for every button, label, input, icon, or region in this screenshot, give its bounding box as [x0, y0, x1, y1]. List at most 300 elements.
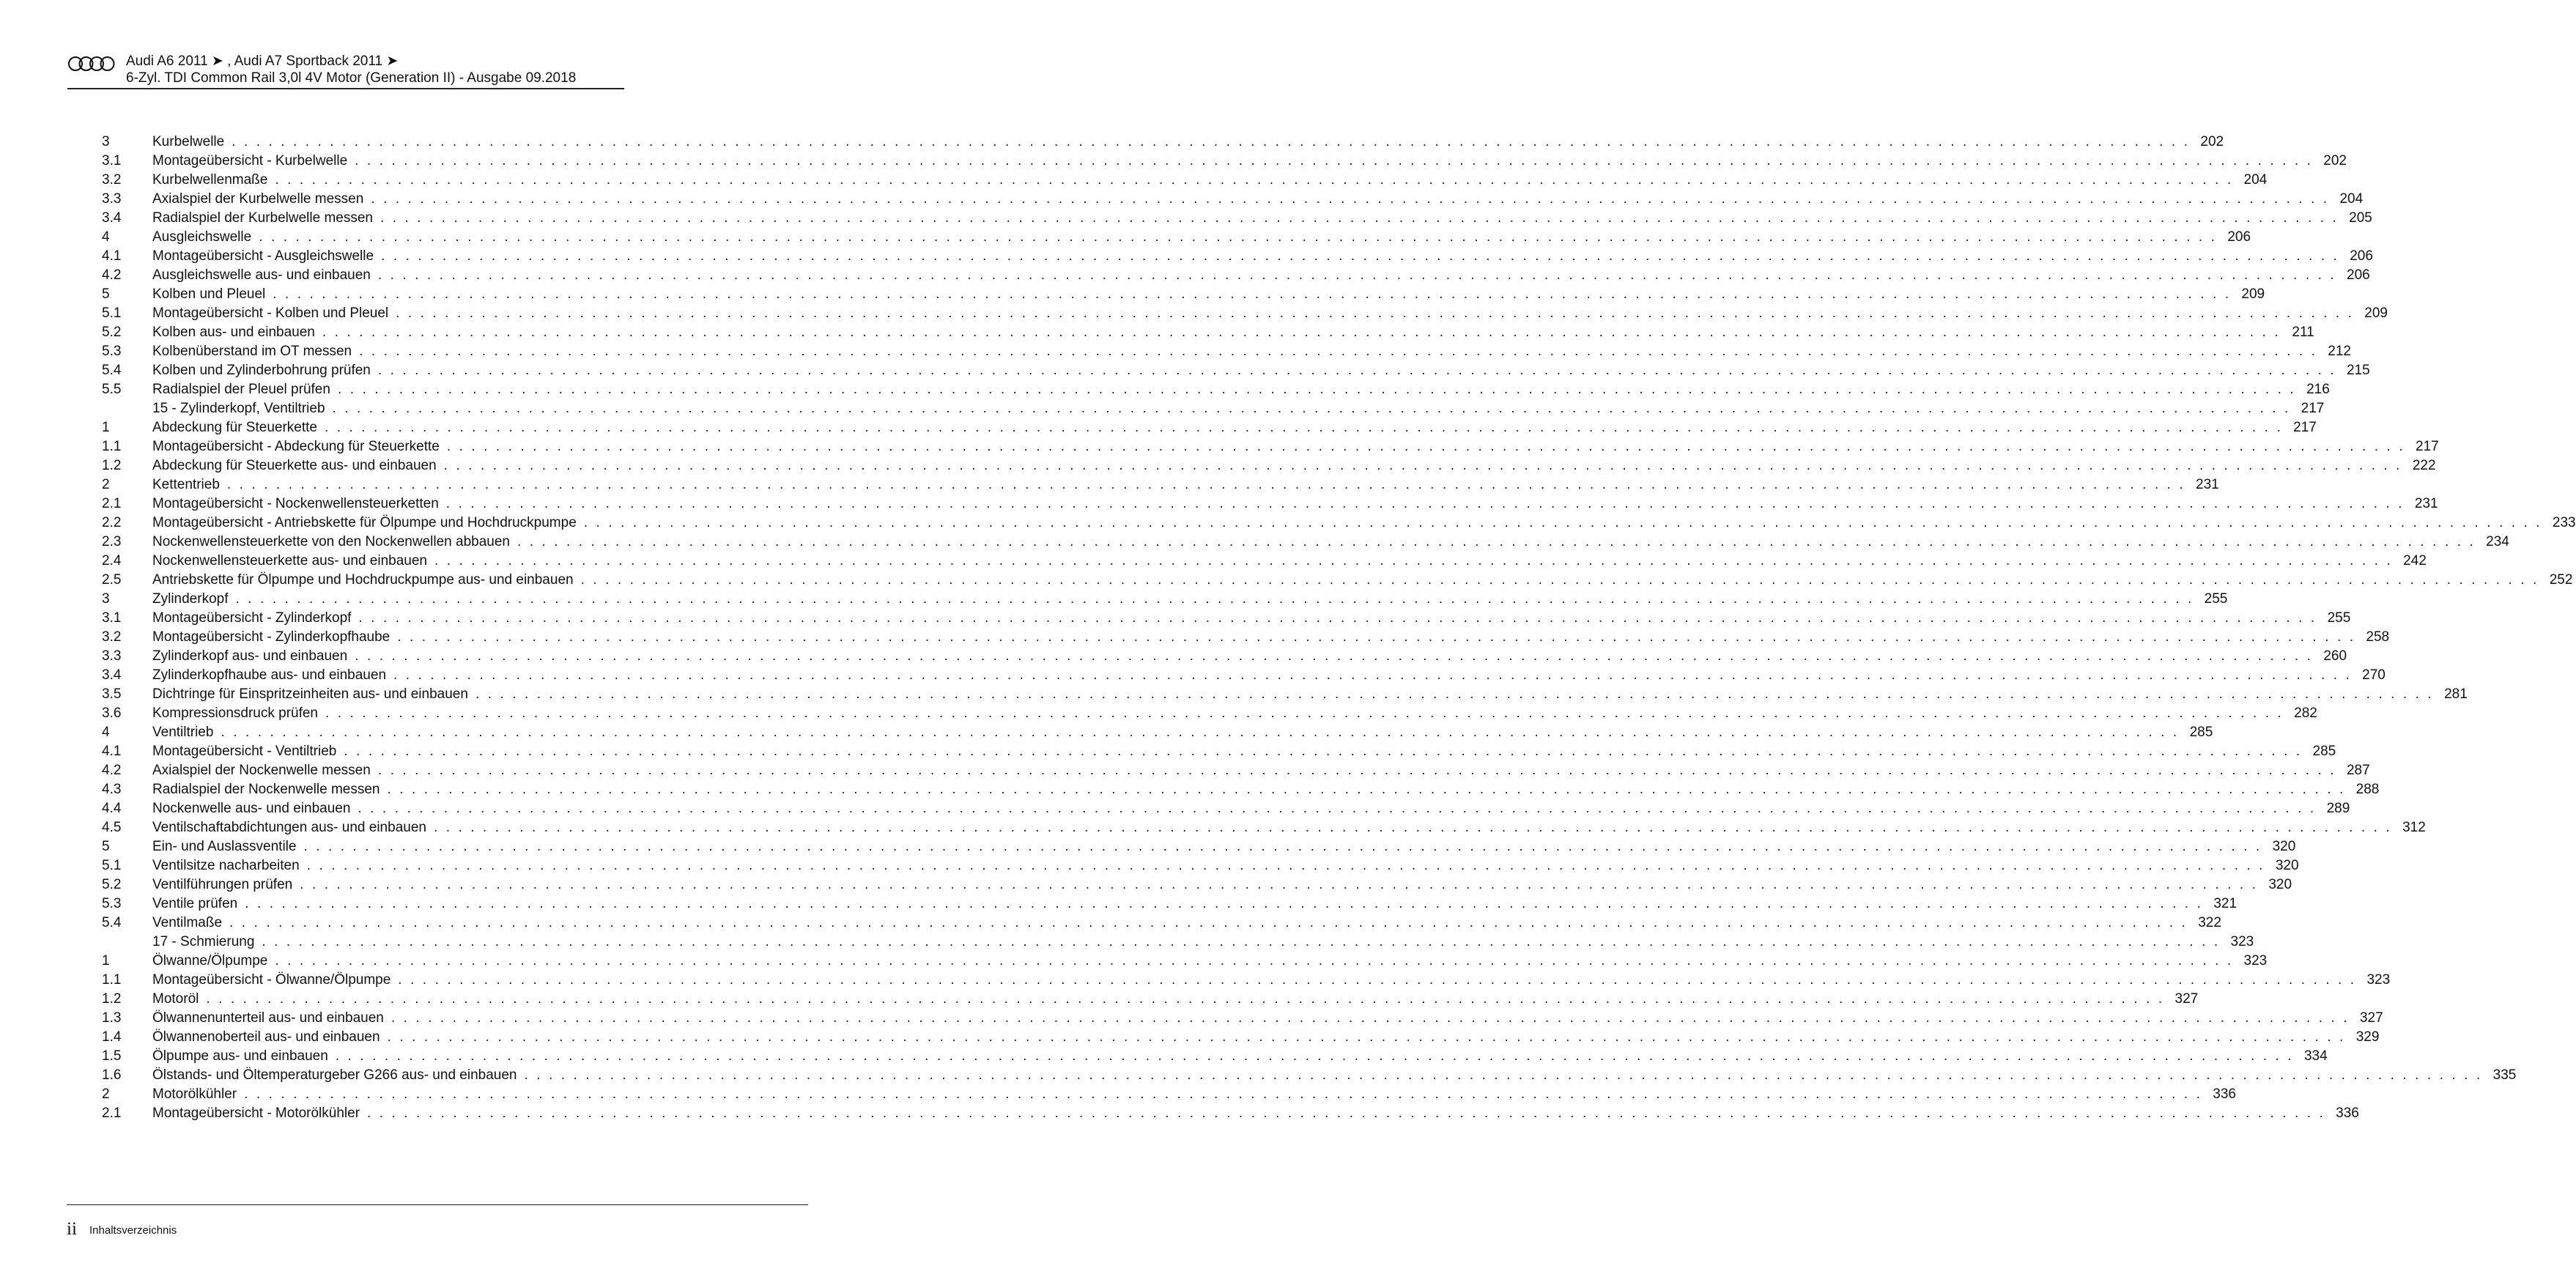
- dot-leader: . . . . . . . . . . . . . . . . . . . . . . . . . . . . . . . . . . . . . . . . . . . . . . . . . . . . . . . . . . . . . . . . . . . . . . . . . . . . . . . . . . . . . . . . . . . . . . . . . . . . . . . . . . . . . . . . . . . . . . . . . . . . . . . . . . . . . . . . . . . . . . . . . . . . . . . . . . . . . . . .: [446, 439, 2405, 454]
- dot-leader: . . . . . . . . . . . . . . . . . . . . . . . . . . . . . . . . . . . . . . . . . . . . . . . . . . . . . . . . . . . . . . . . . . . . . . . . . . . . . . . . . . . . . . . . . . . . . . . . . . . . . . . . . . . . . . . . . . . . . . . . . . . . . . . . . . . . . . . . . . . . . . . . . . . . . . . . . . . . . . . .: [275, 953, 2234, 969]
- dot-leader: . . . . . . . . . . . . . . . . . . . . . . . . . . . . . . . . . . . . . . . . . . . . . . . . . . . . . . . . . . . . . . . . . . . . . . . . . . . . . . . . . . . . . . . . . . . . . . . . . . . . . . . . . . . . . . . . . . . . . . . . . . . . . . . . . . . . . . . . . . . . . . . . . . . . . . . . . . . . . . . .: [273, 286, 2232, 302]
- toc-entry-number: 5.2: [102, 877, 122, 892]
- toc-entry-number: 4.5: [102, 820, 122, 835]
- toc-entry-page: 222: [2412, 458, 2436, 473]
- dot-leader: . . . . . . . . . . . . . . . . . . . . . . . . . . . . . . . . . . . . . . . . . . . . . . . . . . . . . . . . . . . . . . . . . . . . . . . . . . . . . . . . . . . . . . . . . . . . . . . . . . . . . . . . . . . . . . . . . . . . . . . . . . . . . . . . . . . . . . . . . . . . . . . . . . . . . . . . . . . . . . . .: [244, 1086, 2202, 1102]
- toc-entry-sub[interactable]: [67, 570, 2573, 589]
- dot-leader: . . . . . . . . . . . . . . . . . . . . . . . . . . . . . . . . . . . . . . . . . . . . . . . . . . . . . . . . . . . . . . . . . . . . . . . . . . . . . . . . . . . . . . . . . . . . . . . . . . . . . . . . . . . . . . . . . . . . . . . . . . . . . . . . . . . . . . . . . . . . . . . . . . . . . . . . . . . . . . . .: [306, 858, 2265, 873]
- dot-leader: . . . . . . . . . . . . . . . . . . . . . . . . . . . . . . . . . . . . . . . . . . . . . . . . . . . . . . . . . . . . . . . . . . . . . . . . . . . . . . . . . . . . . . . . . . . . . . . . . . . . . . . . . . . . . . . . . . . . . . . . . . . . . . . . . . . . . . . . . . . . . . . . . . . . . . . . . . . . . . . .: [359, 344, 2317, 359]
- toc-entry-label: [152, 477, 2219, 493]
- toc-entry-label: [152, 629, 2390, 645]
- dot-leader: . . . . . . . . . . . . . . . . . . . . . . . . . . . . . . . . . . . . . . . . . . . . . . . . . . . . . . . . . . . . . . . . . . . . . . . . . . . . . . . . . . . . . . . . . . . . . . . . . . . . . . . . . . . . . . . . . . . . . . . . . . . . . . . . . . . . . . . . . . . . . . . . . . . . . . . . . . . . . . . .: [232, 134, 2191, 149]
- toc-entry-label: [152, 267, 2370, 284]
- toc-entry-label: [152, 915, 2221, 931]
- toc-entry-label: [152, 648, 2347, 664]
- toc-entry-page: 322: [2198, 915, 2221, 930]
- toc-entry-number: 5.1: [102, 305, 122, 321]
- toc-entry-page: 288: [2355, 782, 2380, 797]
- toc-entry-label: [152, 1086, 2236, 1103]
- toc-entry-label: [152, 782, 2380, 798]
- toc-entry-sub[interactable]: [67, 1046, 2328, 1065]
- toc-entry-sub[interactable]: [67, 265, 2370, 284]
- dot-leader: . . . . . . . . . . . . . . . . . . . . . . . . . . . . . . . . . . . . . . . . . . . . . . . . . . . . . . . . . . . . . . . . . . . . . . . . . . . . . . . . . . . . . . . . . . . . . . . . . . . . . . . . . . . . . . . . . . . . . . . . . . . . . . . . . . . . . . . . . . . . . . . . . . . . . . . . . . . . . . . .: [475, 686, 2434, 702]
- dot-leader: . . . . . . . . . . . . . . . . . . . . . . . . . . . . . . . . . . . . . . . . . . . . . . . . . . . . . . . . . . . . . . . . . . . . . . . . . . . . . . . . . . . . . . . . . . . . . . . . . . . . . . . . . . . . . . . . . . . . . . . . . . . . . . . . . . . . . . . . . . . . . . . . . . . . . . . . . . . . . . . .: [580, 572, 2539, 588]
- toc-entry-label: [152, 1010, 2383, 1026]
- toc-entry-title: Montageübersicht - Motorölkühler: [152, 1106, 360, 1121]
- dot-leader: . . . . . . . . . . . . . . . . . . . . . . . . . . . . . . . . . . . . . . . . . . . . . . . . . . . . . . . . . . . . . . . . . . . . . . . . . . . . . . . . . . . . . . . . . . . . . . . . . . . . . . . . . . . . . . . . . . . . . . . . . . . . . . . . . . . . . . . . . . . . . . . . . . . . . . . . . . . . . . . .: [324, 420, 2283, 435]
- toc-entry-title: Motorölkühler: [152, 1086, 237, 1102]
- toc-entry-page: 285: [2189, 725, 2213, 740]
- dot-leader: . . . . . . . . . . . . . . . . . . . . . . . . . . . . . . . . . . . . . . . . . . . . . . . . . . . . . . . . . . . . . . . . . . . . . . . . . . . . . . . . . . . . . . . . . . . . . . . . . . . . . . . . . . . . . . . . . . . . . . . . . . . . . . . . . . . . . . . . . . . . . . . . . . . . . . . . . . . . . . . .: [332, 401, 2291, 416]
- toc-entry-label: [152, 439, 2439, 455]
- toc-entry-label: [152, 248, 2373, 264]
- toc-entry-title: 15 - Zylinderkopf, Ventiltrieb: [152, 401, 325, 416]
- toc-entry-number: 5.5: [102, 382, 122, 397]
- toc-entry-label: [152, 515, 2576, 531]
- dot-leader: . . . . . . . . . . . . . . . . . . . . . . . . . . . . . . . . . . . . . . . . . . . . . . . . . . . . . . . . . . . . . . . . . . . . . . . . . . . . . . . . . . . . . . . . . . . . . . . . . . . . . . . . . . . . . . . . . . . . . . . . . . . . . . . . . . . . . . . . . . . . . . . . . . . . . . . . . . . . . . . .: [371, 191, 2330, 207]
- dot-leader: . . . . . . . . . . . . . . . . . . . . . . . . . . . . . . . . . . . . . . . . . . . . . . . . . . . . . . . . . . . . . . . . . . . . . . . . . . . . . . . . . . . . . . . . . . . . . . . . . . . . . . . . . . . . . . . . . . . . . . . . . . . . . . . . . . . . . . . . . . . . . . . . . . . . . . . . . . . . . . . .: [344, 744, 2303, 759]
- toc-entry-title: Abdeckung für Steuerkette: [152, 420, 317, 435]
- toc-entry-number: 3.6: [102, 706, 122, 721]
- dot-leader: . . . . . . . . . . . . . . . . . . . . . . . . . . . . . . . . . . . . . . . . . . . . . . . . . . . . . . . . . . . . . . . . . . . . . . . . . . . . . . . . . . . . . . . . . . . . . . . . . . . . . . . . . . . . . . . . . . . . . . . . . . . . . . . . . . . . . . . . . . . . . . . . . . . . . . . . . . . . . . . .: [303, 839, 2262, 854]
- dot-leader: . . . . . . . . . . . . . . . . . . . . . . . . . . . . . . . . . . . . . . . . . . . . . . . . . . . . . . . . . . . . . . . . . . . . . . . . . . . . . . . . . . . . . . . . . . . . . . . . . . . . . . . . . . . . . . . . . . . . . . . . . . . . . . . . . . . . . . . . . . . . . . . . . . . . . . . . . . . . . . . .: [393, 667, 2352, 683]
- toc-entry-title: Montageübersicht - Ausgleichswelle: [152, 248, 374, 264]
- toc-entry-title: Axialspiel der Kurbelwelle messen: [152, 191, 364, 207]
- dot-leader: . . . . . . . . . . . . . . . . . . . . . . . . . . . . . . . . . . . . . . . . . . . . . . . . . . . . . . . . . . . . . . . . . . . . . . . . . . . . . . . . . . . . . . . . . . . . . . . . . . . . . . . . . . . . . . . . . . . . . . . . . . . . . . . . . . . . . . . . . . . . . . . . . . . . . . . . . . . . . . . .: [517, 534, 2476, 549]
- toc-entry-sub[interactable]: [67, 646, 2347, 665]
- toc-entry-title: Nockenwellensteuerkette von den Nockenwellen abbauen: [152, 534, 510, 549]
- toc-entry-sub[interactable]: [67, 665, 2386, 684]
- toc-entry-number: 3.2: [102, 172, 122, 188]
- toc-entry-label: [152, 763, 2370, 779]
- toc-entry-number: 3.1: [102, 153, 122, 169]
- toc-entry-label: [152, 1067, 2517, 1084]
- toc-entry-title: Kolben aus- und einbauen: [152, 325, 315, 340]
- toc-entry-page: 202: [2323, 153, 2347, 169]
- toc-entry-label: [152, 344, 2351, 360]
- toc-entry-label: [152, 725, 2213, 741]
- toc-entry-title: Montageübersicht - Ölwanne/Ölpumpe: [152, 972, 391, 988]
- toc-entry-sub[interactable]: [67, 989, 2199, 1008]
- toc-entry-title: Montageübersicht - Kurbelwelle: [152, 153, 348, 169]
- toc-entry-label: [152, 744, 2336, 760]
- toc-entry-title: Ausgleichswelle aus- und einbauen: [152, 267, 371, 283]
- dot-leader: . . . . . . . . . . . . . . . . . . . . . . . . . . . . . . . . . . . . . . . . . . . . . . . . . . . . . . . . . . . . . . . . . . . . . . . . . . . . . . . . . . . . . . . . . . . . . . . . . . . . . . . . . . . . . . . . . . . . . . . . . . . . . . . . . . . . . . . . . . . . . . . . . . . . . . . . . . . . . . . .: [206, 991, 2165, 1007]
- toc-entry-sub[interactable]: [67, 189, 2364, 208]
- toc-entry-title: Montageübersicht - Abdeckung für Steuerkette: [152, 439, 440, 454]
- toc-entry-page: 323: [2366, 972, 2391, 988]
- toc-entry-sub[interactable]: [67, 322, 2314, 341]
- toc-entry-page: 258: [2366, 629, 2390, 645]
- toc-entry-title: Zylinderkopf: [152, 591, 229, 607]
- toc-entry-number: 4.3: [102, 782, 122, 797]
- toc-entry-number: 2.3: [102, 534, 122, 549]
- toc-entry-title: Kurbelwellenmaße: [152, 172, 268, 188]
- toc-entry-page: 205: [2349, 210, 2372, 226]
- toc-entry-page: 212: [2328, 344, 2351, 359]
- toc-entry-number: 3.2: [102, 629, 122, 645]
- toc-entry-section[interactable]: [67, 837, 2296, 856]
- dot-leader: . . . . . . . . . . . . . . . . . . . . . . . . . . . . . . . . . . . . . . . . . . . . . . . . . . . . . . . . . . . . . . . . . . . . . . . . . . . . . . . . . . . . . . . . . . . . . . . . . . . . . . . . . . . . . . . . . . . . . . . . . . . . . . . . . . . . . . . . . . . . . . . . . . . . . . . . . . . . . . . .: [300, 877, 2259, 892]
- dot-leader: . . . . . . . . . . . . . . . . . . . . . . . . . . . . . . . . . . . . . . . . . . . . . . . . . . . . . . . . . . . . . . . . . . . . . . . . . . . . . . . . . . . . . . . . . . . . . . . . . . . . . . . . . . . . . . . . . . . . . . . . . . . . . . . . . . . . . . . . . . . . . . . . . . . . . . . . . . . . . . . .: [325, 706, 2284, 721]
- toc-entry-number: 5.4: [102, 915, 122, 930]
- toc-entry-label: [152, 686, 2468, 703]
- dot-leader: . . . . . . . . . . . . . . . . . . . . . . . . . . . . . . . . . . . . . . . . . . . . . . . . . . . . . . . . . . . . . . . . . . . . . . . . . . . . . . . . . . . . . . . . . . . . . . . . . . . . . . . . . . . . . . . . . . . . . . . . . . . . . . . . . . . . . . . . . . . . . . . . . . . . . . . . . . . . . . . .: [259, 229, 2218, 245]
- dot-leader: . . . . . . . . . . . . . . . . . . . . . . . . . . . . . . . . . . . . . . . . . . . . . . . . . . . . . . . . . . . . . . . . . . . . . . . . . . . . . . . . . . . . . . . . . . . . . . . . . . . . . . . . . . . . . . . . . . . . . . . . . . . . . . . . . . . . . . . . . . . . . . . . . . . . . . . . . . . . . . . .: [221, 725, 2180, 740]
- toc-entry-section[interactable]: [67, 722, 2213, 741]
- toc-entry-sub[interactable]: [67, 513, 2576, 532]
- toc-entry-label: [152, 191, 2364, 207]
- toc-entry-title: Ölwanne/Ölpumpe: [152, 953, 268, 969]
- toc-entry-title: Montageübersicht - Zylinderkopf: [152, 610, 352, 626]
- toc-entry-title: Nockenwellensteuerkette aus- und einbauen: [152, 553, 427, 569]
- toc-entry-sub[interactable]: [67, 437, 2439, 456]
- toc-entry-sub[interactable]: [67, 360, 2370, 379]
- toc-entry-page: 320: [2268, 877, 2292, 892]
- dot-leader: . . . . . . . . . . . . . . . . . . . . . . . . . . . . . . . . . . . . . . . . . . . . . . . . . . . . . . . . . . . . . . . . . . . . . . . . . . . . . . . . . . . . . . . . . . . . . . . . . . . . . . . . . . . . . . . . . . . . . . . . . . . . . . . . . . . . . . . . . . . . . . . . . . . . . . . . . . . . . . . .: [391, 1010, 2350, 1026]
- toc-entry-number: 5.4: [102, 363, 122, 378]
- dot-leader: . . . . . . . . . . . . . . . . . . . . . . . . . . . . . . . . . . . . . . . . . . . . . . . . . . . . . . . . . . . . . . . . . . . . . . . . . . . . . . . . . . . . . . . . . . . . . . . . . . . . . . . . . . . . . . . . . . . . . . . . . . . . . . . . . . . . . . . . . . . . . . . . . . . . . . . . . . . . . . . .: [245, 896, 2204, 911]
- toc-entry-number: 3.5: [102, 686, 122, 702]
- toc-entry-page: 270: [2362, 667, 2386, 683]
- toc-entry-page: 215: [2347, 363, 2370, 378]
- dot-leader: . . . . . . . . . . . . . . . . . . . . . . . . . . . . . . . . . . . . . . . . . . . . . . . . . . . . . . . . . . . . . . . . . . . . . . . . . . . . . . . . . . . . . . . . . . . . . . . . . . . . . . . . . . . . . . . . . . . . . . . . . . . . . . . . . . . . . . . . . . . . . . . . . . . . . . . . . . . . . . . .: [398, 972, 2357, 988]
- toc-entry-page: 255: [2204, 591, 2228, 607]
- toc-entry-number: 2.1: [102, 496, 122, 511]
- toc-entry-title: Radialspiel der Pleuel prüfen: [152, 382, 330, 397]
- dot-leader: . . . . . . . . . . . . . . . . . . . . . . . . . . . . . . . . . . . . . . . . . . . . . . . . . . . . . . . . . . . . . . . . . . . . . . . . . . . . . . . . . . . . . . . . . . . . . . . . . . . . . . . . . . . . . . . . . . . . . . . . . . . . . . . . . . . . . . . . . . . . . . . . . . . . . . . . . . . . . . . .: [387, 782, 2346, 797]
- toc-entry-page: 312: [2402, 820, 2426, 835]
- toc-entry-label: [152, 553, 2427, 569]
- toc-entry-number: 5.3: [102, 344, 122, 359]
- toc-entry-sub[interactable]: [67, 894, 2238, 913]
- toc-entry-title: Montageübersicht - Kolben und Pleuel: [152, 305, 389, 321]
- toc-entry-sub[interactable]: [67, 208, 2372, 227]
- toc-entry-sub[interactable]: [67, 532, 2509, 551]
- toc-entry-number: 2.5: [102, 572, 122, 588]
- toc-entry-page: 206: [2350, 248, 2373, 264]
- toc-entry-sub[interactable]: [67, 703, 2317, 722]
- toc-entry-label: [152, 305, 2388, 322]
- toc-entry-title: Kompressionsdruck prüfen: [152, 706, 318, 721]
- toc-entry-sub[interactable]: [67, 456, 2436, 475]
- toc-entry-page: 204: [2243, 172, 2268, 188]
- toc-entry-page: 204: [2339, 191, 2364, 207]
- toc-entry-number: 4.1: [102, 248, 122, 264]
- toc-entry-label: [152, 496, 2438, 512]
- toc-entry-number: 4: [102, 229, 110, 245]
- toc-entry-page: 321: [2213, 896, 2238, 911]
- dot-leader: . . . . . . . . . . . . . . . . . . . . . . . . . . . . . . . . . . . . . . . . . . . . . . . . . . . . . . . . . . . . . . . . . . . . . . . . . . . . . . . . . . . . . . . . . . . . . . . . . . . . . . . . . . . . . . . . . . . . . . . . . . . . . . . . . . . . . . . . . . . . . . . . . . . . . . . . . . . . . . . .: [445, 496, 2405, 511]
- toc-entry-sub[interactable]: [67, 1103, 2359, 1122]
- toc-entry-page: 209: [2364, 305, 2388, 321]
- header-engine-line: 6-Zyl. TDI Common Rail 3,0l 4V Motor (Generation II) - Ausgabe 09.2018: [126, 70, 577, 86]
- toc-entry-section[interactable]: [67, 1084, 2236, 1103]
- toc-entry-title: Kurbelwelle: [152, 134, 225, 149]
- toc-entry-section[interactable]: [67, 284, 2265, 303]
- toc-entry-number: 3.1: [102, 610, 122, 626]
- toc-entry-page: 323: [2230, 934, 2254, 949]
- dot-leader: . . . . . . . . . . . . . . . . . . . . . . . . . . . . . . . . . . . . . . . . . . . . . . . . . . . . . . . . . . . . . . . . . . . . . . . . . . . . . . . . . . . . . . . . . . . . . . . . . . . . . . . . . . . . . . . . . . . . . . . . . . . . . . . . . . . . . . . . . . . . . . . . . . . . . . . . . . . . . . . .: [397, 629, 2356, 645]
- toc-entry-number: 1.1: [102, 439, 122, 454]
- toc-entry-sub[interactable]: [67, 151, 2347, 170]
- toc-entry-page: 217: [2293, 420, 2317, 435]
- toc-entry-number: 5: [102, 286, 110, 302]
- toc-entry-page: 242: [2403, 553, 2427, 569]
- toc-entry-sub[interactable]: [67, 551, 2427, 570]
- toc-entry-label: [152, 1029, 2380, 1045]
- toc-entry-section[interactable]: [67, 227, 2251, 246]
- toc-entry-page: 252: [2549, 572, 2573, 588]
- toc-entry-title: Kolben und Zylinderbohrung prüfen: [152, 363, 371, 378]
- toc-entry-label: [152, 877, 2292, 893]
- toc-entry-sub[interactable]: [67, 970, 2391, 989]
- dot-leader: . . . . . . . . . . . . . . . . . . . . . . . . . . . . . . . . . . . . . . . . . . . . . . . . . . . . . . . . . . . . . . . . . . . . . . . . . . . . . . . . . . . . . . . . . . . . . . . . . . . . . . . . . . . . . . . . . . . . . . . . . . . . . . . . . . . . . . . . . . . . . . . . . . . . . . . . . . . . . . . .: [377, 363, 2336, 378]
- toc-entry-title: Montageübersicht - Zylinderkopfhaube: [152, 629, 391, 645]
- toc-entry-number: 3: [102, 591, 110, 607]
- toc-entry-label: [152, 286, 2265, 303]
- toc-entry-label: [152, 458, 2436, 474]
- toc-entry-title: Montageübersicht - Nockenwellensteuerketten: [152, 496, 439, 511]
- toc-entry-title: Ausgleichswelle: [152, 229, 252, 245]
- dot-leader: . . . . . . . . . . . . . . . . . . . . . . . . . . . . . . . . . . . . . . . . . . . . . . . . . . . . . . . . . . . . . . . . . . . . . . . . . . . . . . . . . . . . . . . . . . . . . . . . . . . . . . . . . . . . . . . . . . . . . . . . . . . . . . . . . . . . . . . . . . . . . . . . . . . . . . . . . . . . . . . .: [322, 325, 2281, 340]
- toc-entry-title: Ventiltrieb: [152, 725, 214, 740]
- toc-entry-title: Ventile prüfen: [152, 896, 238, 911]
- toc-entry-number: 2.1: [102, 1106, 122, 1121]
- toc-entry-page: 323: [2243, 953, 2268, 969]
- toc-entry-number: 4.2: [102, 763, 122, 778]
- toc-entry-page: 282: [2294, 706, 2317, 721]
- toc-entry-page: 211: [2292, 325, 2314, 340]
- toc-entry-number: 4: [102, 725, 110, 740]
- toc-entry-section[interactable]: [67, 475, 2219, 494]
- toc-entry-sub[interactable]: [67, 875, 2292, 894]
- toc-entry-sub[interactable]: [67, 1008, 2383, 1027]
- toc-entry-number: 5.1: [102, 858, 122, 873]
- toc-entry-chapter[interactable]: [67, 932, 2254, 951]
- toc-entry-title: Radialspiel der Nockenwelle messen: [152, 782, 380, 797]
- toc-entry-title: Abdeckung für Steuerkette aus- und einbauen: [152, 458, 437, 473]
- dot-leader: . . . . . . . . . . . . . . . . . . . . . . . . . . . . . . . . . . . . . . . . . . . . . . . . . . . . . . . . . . . . . . . . . . . . . . . . . . . . . . . . . . . . . . . . . . . . . . . . . . . . . . . . . . . . . . . . . . . . . . . . . . . . . . . . . . . . . . . . . . . . . . . . . . . . . . . . . . . . . . . .: [380, 210, 2339, 226]
- toc-entry-sub[interactable]: [67, 303, 2388, 322]
- toc-entry-title: Ventilsitze nacharbeiten: [152, 858, 300, 873]
- toc-entry-label: [152, 172, 2268, 188]
- toc-entry-page: 289: [2326, 801, 2350, 816]
- toc-entry-label: [152, 134, 2224, 150]
- dot-leader: . . . . . . . . . . . . . . . . . . . . . . . . . . . . . . . . . . . . . . . . . . . . . . . . . . . . . . . . . . . . . . . . . . . . . . . . . . . . . . . . . . . . . . . . . . . . . . . . . . . . . . . . . . . . . . . . . . . . . . . . . . . . . . . . . . . . . . . . . . . . . . . . . . . . . . . . . . . . . . . .: [275, 172, 2234, 188]
- toc-entry-number: 5.2: [102, 325, 122, 340]
- toc-entry-label: [152, 858, 2299, 874]
- toc-entry-title: Ölstands- und Öltemperaturgeber G266 aus- und einbauen: [152, 1067, 517, 1083]
- toc-entry-page: 327: [2175, 991, 2199, 1007]
- toc-entry-number: 1.4: [102, 1029, 122, 1045]
- toc-entry-page: 202: [2200, 134, 2224, 149]
- toc-entry-sub[interactable]: [67, 1027, 2380, 1046]
- toc-entry-title: Ventilführungen prüfen: [152, 877, 293, 892]
- header-vehicle-line: Audi A6 2011 ➤ , Audi A7 Sportback 2011 ➤: [126, 53, 399, 69]
- toc-entry-sub[interactable]: [67, 779, 2380, 799]
- dot-leader: . . . . . . . . . . . . . . . . . . . . . . . . . . . . . . . . . . . . . . . . . . . . . . . . . . . . . . . . . . . . . . . . . . . . . . . . . . . . . . . . . . . . . . . . . . . . . . . . . . . . . . . . . . . . . . . . . . . . . . . . . . . . . . . . . . . . . . . . . . . . . . . . . . . . . . . . . . . . . . . .: [335, 1048, 2294, 1064]
- toc-entry-label: [152, 363, 2370, 379]
- toc-entry-label: [152, 667, 2386, 684]
- toc-entry-label: [152, 934, 2254, 950]
- toc-entry-number: 1.5: [102, 1048, 122, 1064]
- toc-entry-title: Zylinderkopf aus- und einbauen: [152, 648, 348, 664]
- toc-entry-title: Ventilmaße: [152, 915, 223, 930]
- dot-leader: . . . . . . . . . . . . . . . . . . . . . . . . . . . . . . . . . . . . . . . . . . . . . . . . . . . . . . . . . . . . . . . . . . . . . . . . . . . . . . . . . . . . . . . . . . . . . . . . . . . . . . . . . . . . . . . . . . . . . . . . . . . . . . . . . . . . . . . . . . . . . . . . . . . . . . . . . . . . . . . .: [433, 820, 2392, 835]
- toc-entry-section[interactable]: [67, 589, 2228, 608]
- header-divider: [67, 88, 624, 89]
- dot-leader: . . . . . . . . . . . . . . . . . . . . . . . . . . . . . . . . . . . . . . . . . . . . . . . . . . . . . . . . . . . . . . . . . . . . . . . . . . . . . . . . . . . . . . . . . . . . . . . . . . . . . . . . . . . . . . . . . . . . . . . . . . . . . . . . . . . . . . . . . . . . . . . . . . . . . . . . . . . . . . . .: [358, 801, 2317, 816]
- toc-entry-sub[interactable]: [67, 913, 2221, 932]
- toc-entry-title: Ölwannenunterteil aus- und einbauen: [152, 1010, 384, 1026]
- toc-entry-label: [152, 210, 2372, 226]
- toc-entry-label: [152, 572, 2573, 588]
- toc-entry-sub[interactable]: [67, 799, 2350, 818]
- toc-entry-label: [152, 1106, 2359, 1122]
- toc-entry-title: Ein- und Auslassventile: [152, 839, 297, 854]
- dot-leader: . . . . . . . . . . . . . . . . . . . . . . . . . . . . . . . . . . . . . . . . . . . . . . . . . . . . . . . . . . . . . . . . . . . . . . . . . . . . . . . . . . . . . . . . . . . . . . . . . . . . . . . . . . . . . . . . . . . . . . . . . . . . . . . . . . . . . . . . . . . . . . . . . . . . . . . . . . . . . . . .: [381, 248, 2339, 264]
- toc-entry-label: [152, 953, 2268, 969]
- toc-entry-title: Dichtringe für Einspritzeinheiten aus- und einbauen: [152, 686, 468, 702]
- dot-leader: . . . . . . . . . . . . . . . . . . . . . . . . . . . . . . . . . . . . . . . . . . . . . . . . . . . . . . . . . . . . . . . . . . . . . . . . . . . . . . . . . . . . . . . . . . . . . . . . . . . . . . . . . . . . . . . . . . . . . . . . . . . . . . . . . . . . . . . . . . . . . . . . . . . . . . . . . . . . . . . .: [226, 477, 2185, 492]
- toc-entry-number: 1.3: [102, 1010, 122, 1026]
- toc-entry-sub[interactable]: [67, 741, 2336, 760]
- dot-leader: . . . . . . . . . . . . . . . . . . . . . . . . . . . . . . . . . . . . . . . . . . . . . . . . . . . . . . . . . . . . . . . . . . . . . . . . . . . . . . . . . . . . . . . . . . . . . . . . . . . . . . . . . . . . . . . . . . . . . . . . . . . . . . . . . . . . . . . . . . . . . . . . . . . . . . . . . . . . . . . .: [387, 1029, 2346, 1045]
- toc-entry-page: 234: [2486, 534, 2509, 549]
- toc-entry-page: 231: [2196, 477, 2219, 492]
- toc-entry-label: [152, 706, 2317, 722]
- toc-entry-number: 1.2: [102, 991, 122, 1007]
- toc-entry-title: 17 - Schmierung: [152, 934, 255, 949]
- toc-entry-sub[interactable]: [67, 379, 2330, 399]
- footer-divider: [67, 1204, 808, 1205]
- dot-leader: . . . . . . . . . . . . . . . . . . . . . . . . . . . . . . . . . . . . . . . . . . . . . . . . . . . . . . . . . . . . . . . . . . . . . . . . . . . . . . . . . . . . . . . . . . . . . . . . . . . . . . . . . . . . . . . . . . . . . . . . . . . . . . . . . . . . . . . . . . . . . . . . . . . . . . . . . . . . . . . .: [524, 1067, 2483, 1083]
- toc-entry-page: 335: [2492, 1067, 2517, 1083]
- toc-entry-number: 3.3: [102, 648, 122, 664]
- dot-leader: . . . . . . . . . . . . . . . . . . . . . . . . . . . . . . . . . . . . . . . . . . . . . . . . . . . . . . . . . . . . . . . . . . . . . . . . . . . . . . . . . . . . . . . . . . . . . . . . . . . . . . . . . . . . . . . . . . . . . . . . . . . . . . . . . . . . . . . . . . . . . . . . . . . . . . . . . . . . . . . .: [583, 515, 2542, 530]
- toc-entry-label: [152, 839, 2296, 855]
- toc-entry-sub[interactable]: [67, 341, 2351, 360]
- audi-rings-icon: [67, 56, 116, 72]
- toc-entry-title: Montageübersicht - Ventiltrieb: [152, 744, 337, 759]
- toc-entry-number: 5: [102, 839, 110, 854]
- toc-entry-number: 4.2: [102, 267, 122, 283]
- toc-entry-label: [152, 1048, 2328, 1064]
- toc-entry-title: Axialspiel der Nockenwelle messen: [152, 763, 371, 778]
- footer-title: Inhaltsverzeichnis: [89, 1224, 177, 1237]
- toc-entry-number: 4.1: [102, 744, 122, 759]
- toc-entry-number: 5.3: [102, 896, 122, 911]
- toc-entry-number: 3.3: [102, 191, 122, 207]
- toc-entry-chapter[interactable]: [67, 399, 2325, 418]
- toc-entry-title: Kolbenüberstand im OT messen: [152, 344, 352, 359]
- toc-entry-page: 217: [2416, 439, 2439, 454]
- toc-entry-page: 206: [2227, 229, 2251, 245]
- toc-entry-title: Ölpumpe aus- und einbauen: [152, 1048, 328, 1064]
- toc-entry-label: [152, 229, 2251, 245]
- toc-entry-title: Nockenwelle aus- und einbauen: [152, 801, 351, 816]
- toc-entry-title: Ölwannenoberteil aus- und einbauen: [152, 1029, 380, 1045]
- toc-entry-title: Montageübersicht - Antriebskette für Ölpumpe und Hochdruckpumpe: [152, 515, 577, 530]
- dot-leader: . . . . . . . . . . . . . . . . . . . . . . . . . . . . . . . . . . . . . . . . . . . . . . . . . . . . . . . . . . . . . . . . . . . . . . . . . . . . . . . . . . . . . . . . . . . . . . . . . . . . . . . . . . . . . . . . . . . . . . . . . . . . . . . . . . . . . . . . . . . . . . . . . . . . . . . . . . . . . . . .: [337, 382, 2296, 397]
- toc-entry-sub[interactable]: [67, 494, 2438, 513]
- toc-entry-section[interactable]: [67, 418, 2317, 437]
- toc-entry-sub[interactable]: [67, 856, 2299, 875]
- toc-entry-page: 285: [2312, 744, 2336, 759]
- toc-entry-sub[interactable]: [67, 684, 2468, 703]
- toc-entry-label: [152, 896, 2238, 912]
- toc-entry-number: 2: [102, 1086, 110, 1102]
- toc-entry-number: 2.2: [102, 515, 122, 530]
- toc-entry-page: 233: [2552, 515, 2576, 530]
- toc-entry-sub[interactable]: [67, 170, 2268, 189]
- toc-entry-page: 320: [2275, 858, 2299, 873]
- dot-leader: . . . . . . . . . . . . . . . . . . . . . . . . . . . . . . . . . . . . . . . . . . . . . . . . . . . . . . . . . . . . . . . . . . . . . . . . . . . . . . . . . . . . . . . . . . . . . . . . . . . . . . . . . . . . . . . . . . . . . . . . . . . . . . . . . . . . . . . . . . . . . . . . . . . . . . . . . . . . . . . .: [358, 610, 2317, 626]
- toc-entry-label: [152, 420, 2317, 436]
- footer-page-number: ii: [67, 1219, 77, 1239]
- toc-entry-section[interactable]: [67, 132, 2224, 151]
- toc-entry-label: [152, 591, 2228, 607]
- toc-entry-label: [152, 325, 2314, 341]
- toc-entry-section[interactable]: [67, 951, 2268, 970]
- toc-entry-title: Antriebskette für Ölpumpe und Hochdruckpumpe aus- und einbauen: [152, 572, 574, 588]
- toc-entry-page: 329: [2355, 1029, 2380, 1045]
- toc-entry-number: 1.2: [102, 458, 122, 473]
- table-of-contents: [67, 132, 2576, 1122]
- toc-entry-label: [152, 401, 2325, 417]
- toc-entry-sub[interactable]: [67, 627, 2390, 646]
- dot-leader: . . . . . . . . . . . . . . . . . . . . . . . . . . . . . . . . . . . . . . . . . . . . . . . . . . . . . . . . . . . . . . . . . . . . . . . . . . . . . . . . . . . . . . . . . . . . . . . . . . . . . . . . . . . . . . . . . . . . . . . . . . . . . . . . . . . . . . . . . . . . . . . . . . . . . . . . . . . . . . . .: [443, 458, 2402, 473]
- toc-entry-page: 260: [2323, 648, 2347, 664]
- dot-leader: . . . . . . . . . . . . . . . . . . . . . . . . . . . . . . . . . . . . . . . . . . . . . . . . . . . . . . . . . . . . . . . . . . . . . . . . . . . . . . . . . . . . . . . . . . . . . . . . . . . . . . . . . . . . . . . . . . . . . . . . . . . . . . . . . . . . . . . . . . . . . . . . . . . . . . . . . . . . . . . .: [367, 1106, 2325, 1121]
- toc-entry-number: 3: [102, 134, 110, 149]
- toc-entry-number: 3.4: [102, 667, 122, 683]
- toc-entry-sub[interactable]: [67, 1065, 2517, 1084]
- toc-entry-page: 255: [2327, 610, 2351, 626]
- toc-entry-page: 320: [2272, 839, 2296, 854]
- dot-leader: . . . . . . . . . . . . . . . . . . . . . . . . . . . . . . . . . . . . . . . . . . . . . . . . . . . . . . . . . . . . . . . . . . . . . . . . . . . . . . . . . . . . . . . . . . . . . . . . . . . . . . . . . . . . . . . . . . . . . . . . . . . . . . . . . . . . . . . . . . . . . . . . . . . . . . . . . . . . . . . .: [355, 153, 2313, 169]
- toc-entry-title: Kettentrieb: [152, 477, 220, 492]
- toc-entry-page: 336: [2336, 1106, 2359, 1121]
- toc-entry-label: [152, 972, 2391, 988]
- toc-entry-sub[interactable]: [67, 760, 2370, 779]
- dot-leader: . . . . . . . . . . . . . . . . . . . . . . . . . . . . . . . . . . . . . . . . . . . . . . . . . . . . . . . . . . . . . . . . . . . . . . . . . . . . . . . . . . . . . . . . . . . . . . . . . . . . . . . . . . . . . . . . . . . . . . . . . . . . . . . . . . . . . . . . . . . . . . . . . . . . . . . . . . . . . . . .: [235, 591, 2194, 607]
- toc-entry-page: 281: [2444, 686, 2468, 702]
- dot-leader: . . . . . . . . . . . . . . . . . . . . . . . . . . . . . . . . . . . . . . . . . . . . . . . . . . . . . . . . . . . . . . . . . . . . . . . . . . . . . . . . . . . . . . . . . . . . . . . . . . . . . . . . . . . . . . . . . . . . . . . . . . . . . . . . . . . . . . . . . . . . . . . . . . . . . . . . . . . . . . . .: [434, 553, 2393, 569]
- toc-entry-number: 1: [102, 420, 110, 435]
- toc-entry-number: 1.6: [102, 1067, 122, 1083]
- toc-entry-number: 2.4: [102, 553, 122, 569]
- toc-entry-sub[interactable]: [67, 818, 2426, 837]
- toc-entry-title: Zylinderkopfhaube aus- und einbauen: [152, 667, 387, 683]
- toc-entry-title: Radialspiel der Kurbelwelle messen: [152, 210, 373, 226]
- toc-entry-page: 336: [2213, 1086, 2236, 1102]
- toc-entry-sub[interactable]: [67, 608, 2351, 627]
- toc-entry-number: 4.4: [102, 801, 122, 816]
- dot-leader: . . . . . . . . . . . . . . . . . . . . . . . . . . . . . . . . . . . . . . . . . . . . . . . . . . . . . . . . . . . . . . . . . . . . . . . . . . . . . . . . . . . . . . . . . . . . . . . . . . . . . . . . . . . . . . . . . . . . . . . . . . . . . . . . . . . . . . . . . . . . . . . . . . . . . . . . . . . . . . . .: [377, 763, 2336, 778]
- toc-entry-sub[interactable]: [67, 246, 2373, 265]
- toc-entry-title: Ventilschaftabdichtungen aus- und einbauen: [152, 820, 426, 835]
- toc-entry-label: [152, 991, 2199, 1007]
- toc-entry-number: 3.4: [102, 210, 122, 226]
- dot-leader: . . . . . . . . . . . . . . . . . . . . . . . . . . . . . . . . . . . . . . . . . . . . . . . . . . . . . . . . . . . . . . . . . . . . . . . . . . . . . . . . . . . . . . . . . . . . . . . . . . . . . . . . . . . . . . . . . . . . . . . . . . . . . . . . . . . . . . . . . . . . . . . . . . . . . . . . . . . . . . . .: [229, 915, 2188, 930]
- toc-entry-page: 231: [2414, 496, 2438, 511]
- toc-entry-page: 327: [2359, 1010, 2383, 1026]
- toc-entry-label: [152, 382, 2330, 398]
- toc-entry-title: Kolben und Pleuel: [152, 286, 266, 302]
- toc-entry-number: 2: [102, 477, 110, 492]
